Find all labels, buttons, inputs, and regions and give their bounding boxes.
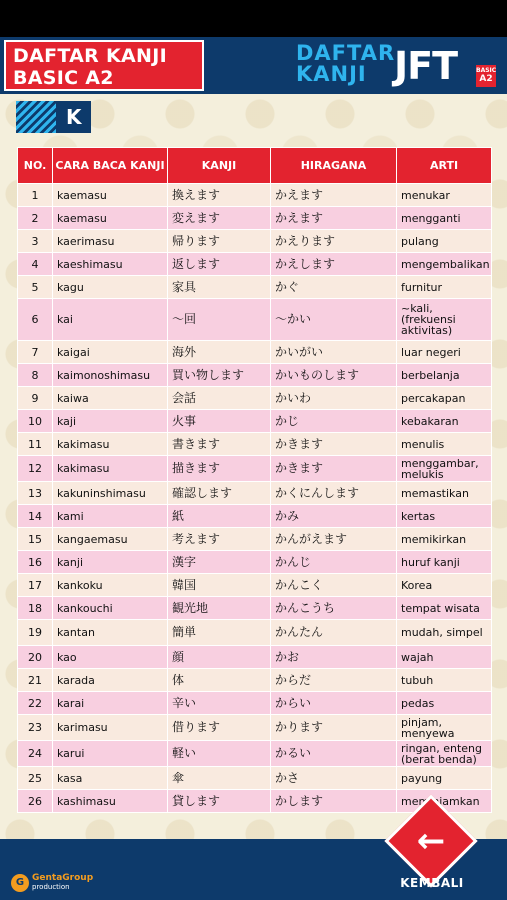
row-hiragana: かくにんします <box>271 482 397 505</box>
row-reading: kaiwa <box>53 387 168 410</box>
table-row <box>18 299 492 341</box>
row-reading: kao <box>53 646 168 669</box>
row-no: 1 <box>18 184 53 207</box>
row-no: 5 <box>18 276 53 299</box>
row-hiragana: かさ <box>271 767 397 790</box>
row-arti: luar negeri <box>397 341 492 364</box>
genta-logo <box>11 873 93 893</box>
page-title <box>4 40 204 91</box>
row-no: 7 <box>18 341 53 364</box>
row-no: 4 <box>18 253 53 276</box>
section-letter: K <box>66 105 82 129</box>
row-no: 8 <box>18 364 53 387</box>
genta-logo-icon: G <box>11 874 29 892</box>
table-row <box>18 410 492 433</box>
row-arti: pedas <box>397 692 492 715</box>
row-arti: mengembalikan <box>397 253 492 276</box>
table-row <box>18 574 492 597</box>
row-arti: menggambar, melukis <box>397 456 492 482</box>
row-no: 10 <box>18 410 53 433</box>
row-hiragana: かります <box>271 715 397 741</box>
logo-badge <box>476 65 496 87</box>
row-reading: kaemasu <box>53 184 168 207</box>
table-row <box>18 341 492 364</box>
row-no: 9 <box>18 387 53 410</box>
row-kanji: 顔 <box>168 646 271 669</box>
row-kanji: 簡単 <box>168 620 271 646</box>
row-hiragana: かんじ <box>271 551 397 574</box>
row-arti: payung <box>397 767 492 790</box>
table-header-row <box>18 148 492 184</box>
row-kanji: 考えます <box>168 528 271 551</box>
brand-logo <box>296 41 501 91</box>
row-hiragana: かえります <box>271 230 397 253</box>
row-hiragana: かきます <box>271 433 397 456</box>
row-kanji: 辛い <box>168 692 271 715</box>
genta-brand: GentaGroup <box>32 873 94 883</box>
logo-badge-small: BASIC <box>476 67 497 74</box>
logo-line-1: DAFTAR <box>296 41 396 65</box>
row-reading: kaerimasu <box>53 230 168 253</box>
table-row <box>18 253 492 276</box>
row-reading: kakimasu <box>53 433 168 456</box>
row-hiragana: かいわ <box>271 387 397 410</box>
row-arti: mudah, simpel <box>397 620 492 646</box>
row-kanji: ～回 <box>168 299 271 341</box>
table-row <box>18 184 492 207</box>
table-row <box>18 230 492 253</box>
row-no: 20 <box>18 646 53 669</box>
row-reading: kankouchi <box>53 597 168 620</box>
table-row <box>18 692 492 715</box>
row-reading: kakuninshimasu <box>53 482 168 505</box>
logo-line-2: KANJI <box>296 62 367 86</box>
row-hiragana: かんこうち <box>271 597 397 620</box>
row-hiragana: かんがえます <box>271 528 397 551</box>
table-row <box>18 528 492 551</box>
row-kanji: 書きます <box>168 433 271 456</box>
row-arti: Korea <box>397 574 492 597</box>
row-no: 24 <box>18 741 53 767</box>
row-hiragana: からだ <box>271 669 397 692</box>
row-kanji: 韓国 <box>168 574 271 597</box>
status-bar <box>0 0 507 37</box>
row-kanji: 会話 <box>168 387 271 410</box>
row-arti: furnitur <box>397 276 492 299</box>
row-no: 15 <box>18 528 53 551</box>
row-arti: berbelanja <box>397 364 492 387</box>
row-reading: kasa <box>53 767 168 790</box>
row-reading: kaji <box>53 410 168 433</box>
row-kanji: 換えます <box>168 184 271 207</box>
row-arti: kebakaran <box>397 410 492 433</box>
col-header-reading: CARA BACA KANJI <box>53 148 168 184</box>
row-kanji: 紙 <box>168 505 271 528</box>
back-button-label[interactable]: KEMBALI <box>400 876 464 890</box>
row-kanji: 確認します <box>168 482 271 505</box>
row-kanji: 貸します <box>168 790 271 813</box>
row-arti: kertas <box>397 505 492 528</box>
row-no: 3 <box>18 230 53 253</box>
row-arti: huruf kanji <box>397 551 492 574</box>
row-no: 21 <box>18 669 53 692</box>
row-no: 13 <box>18 482 53 505</box>
table-row <box>18 741 492 767</box>
row-no: 16 <box>18 551 53 574</box>
row-arti: meminjamkan <box>397 790 492 813</box>
row-arti: mengganti <box>397 207 492 230</box>
logo-text <box>296 43 395 85</box>
row-hiragana: かきます <box>271 456 397 482</box>
row-hiragana: かんたん <box>271 620 397 646</box>
col-header-arti: ARTI <box>397 148 492 184</box>
row-reading: kami <box>53 505 168 528</box>
row-hiragana: かるい <box>271 741 397 767</box>
row-reading: kashimasu <box>53 790 168 813</box>
row-no: 2 <box>18 207 53 230</box>
table-row <box>18 482 492 505</box>
table-row <box>18 767 492 790</box>
row-hiragana: かんこく <box>271 574 397 597</box>
genta-brand-sub: production <box>32 883 70 891</box>
row-no: 6 <box>18 299 53 341</box>
row-kanji: 観光地 <box>168 597 271 620</box>
table-row <box>18 433 492 456</box>
row-no: 11 <box>18 433 53 456</box>
row-hiragana: かいものします <box>271 364 397 387</box>
row-reading: kakimasu <box>53 456 168 482</box>
row-kanji: 家具 <box>168 276 271 299</box>
row-reading: kangaemasu <box>53 528 168 551</box>
row-hiragana: かえします <box>271 253 397 276</box>
table-row <box>18 597 492 620</box>
row-reading: kaigai <box>53 341 168 364</box>
row-arti: pinjam, menyewa <box>397 715 492 741</box>
row-arti: menukar <box>397 184 492 207</box>
row-no: 25 <box>18 767 53 790</box>
table-row <box>18 646 492 669</box>
row-kanji: 返します <box>168 253 271 276</box>
row-hiragana: かいがい <box>271 341 397 364</box>
row-no: 14 <box>18 505 53 528</box>
row-reading: karai <box>53 692 168 715</box>
row-arti: wajah <box>397 646 492 669</box>
row-no: 23 <box>18 715 53 741</box>
back-arrow-icon[interactable]: ← <box>416 821 446 861</box>
row-hiragana: かえます <box>271 207 397 230</box>
row-hiragana: ～かい <box>271 299 397 341</box>
row-reading: kantan <box>53 620 168 646</box>
row-kanji: 帰ります <box>168 230 271 253</box>
row-reading: karada <box>53 669 168 692</box>
genta-logo-text <box>32 874 93 892</box>
row-no: 22 <box>18 692 53 715</box>
col-header-kanji: KANJI <box>168 148 271 184</box>
row-hiragana: かします <box>271 790 397 813</box>
table-body <box>18 184 492 813</box>
section-letter-badge <box>16 101 91 133</box>
row-reading: kagu <box>53 276 168 299</box>
table-row <box>18 456 492 482</box>
row-no: 12 <box>18 456 53 482</box>
row-reading: karui <box>53 741 168 767</box>
row-hiragana: かえます <box>271 184 397 207</box>
col-header-hiragana: HIRAGANA <box>271 148 397 184</box>
row-hiragana: からい <box>271 692 397 715</box>
row-reading: kaemasu <box>53 207 168 230</box>
row-kanji: 海外 <box>168 341 271 364</box>
row-kanji: 軽い <box>168 741 271 767</box>
row-hiragana: かじ <box>271 410 397 433</box>
table-row <box>18 620 492 646</box>
row-reading: kaimonoshimasu <box>53 364 168 387</box>
row-no: 26 <box>18 790 53 813</box>
table-row <box>18 505 492 528</box>
table-row <box>18 715 492 741</box>
row-arti: memastikan <box>397 482 492 505</box>
table-row <box>18 387 492 410</box>
title-line-2: BASIC A2 <box>13 67 114 89</box>
logo-badge-big: A2 <box>479 74 493 84</box>
row-kanji: 借ります <box>168 715 271 741</box>
row-arti: percakapan <box>397 387 492 410</box>
table-row <box>18 276 492 299</box>
row-reading: kankoku <box>53 574 168 597</box>
row-reading: kanji <box>53 551 168 574</box>
row-kanji: 傘 <box>168 767 271 790</box>
row-reading: karimasu <box>53 715 168 741</box>
row-kanji: 変えます <box>168 207 271 230</box>
row-kanji: 体 <box>168 669 271 692</box>
row-hiragana: かみ <box>271 505 397 528</box>
table-row <box>18 364 492 387</box>
row-arti: tubuh <box>397 669 492 692</box>
row-no: 18 <box>18 597 53 620</box>
title-line-1: DAFTAR KANJI <box>13 45 167 67</box>
row-arti: ringan, enteng (berat benda) <box>397 741 492 767</box>
row-arti: tempat wisata <box>397 597 492 620</box>
row-hiragana: かぐ <box>271 276 397 299</box>
row-reading: kai <box>53 299 168 341</box>
row-arti: menulis <box>397 433 492 456</box>
row-arti: pulang <box>397 230 492 253</box>
row-kanji: 火事 <box>168 410 271 433</box>
row-kanji: 漢字 <box>168 551 271 574</box>
kanji-table <box>17 147 492 813</box>
row-hiragana: かお <box>271 646 397 669</box>
row-reading: kaeshimasu <box>53 253 168 276</box>
logo-jft: JFT <box>394 44 458 88</box>
table-row <box>18 207 492 230</box>
stripes-decoration <box>16 101 56 133</box>
table-row <box>18 669 492 692</box>
row-arti: memikirkan <box>397 528 492 551</box>
col-header-no: NO. <box>18 148 53 184</box>
row-no: 17 <box>18 574 53 597</box>
row-arti: ~kali, (frekuensi aktivitas) <box>397 299 492 341</box>
row-kanji: 買い物します <box>168 364 271 387</box>
row-no: 19 <box>18 620 53 646</box>
table-row <box>18 551 492 574</box>
row-kanji: 描きます <box>168 456 271 482</box>
